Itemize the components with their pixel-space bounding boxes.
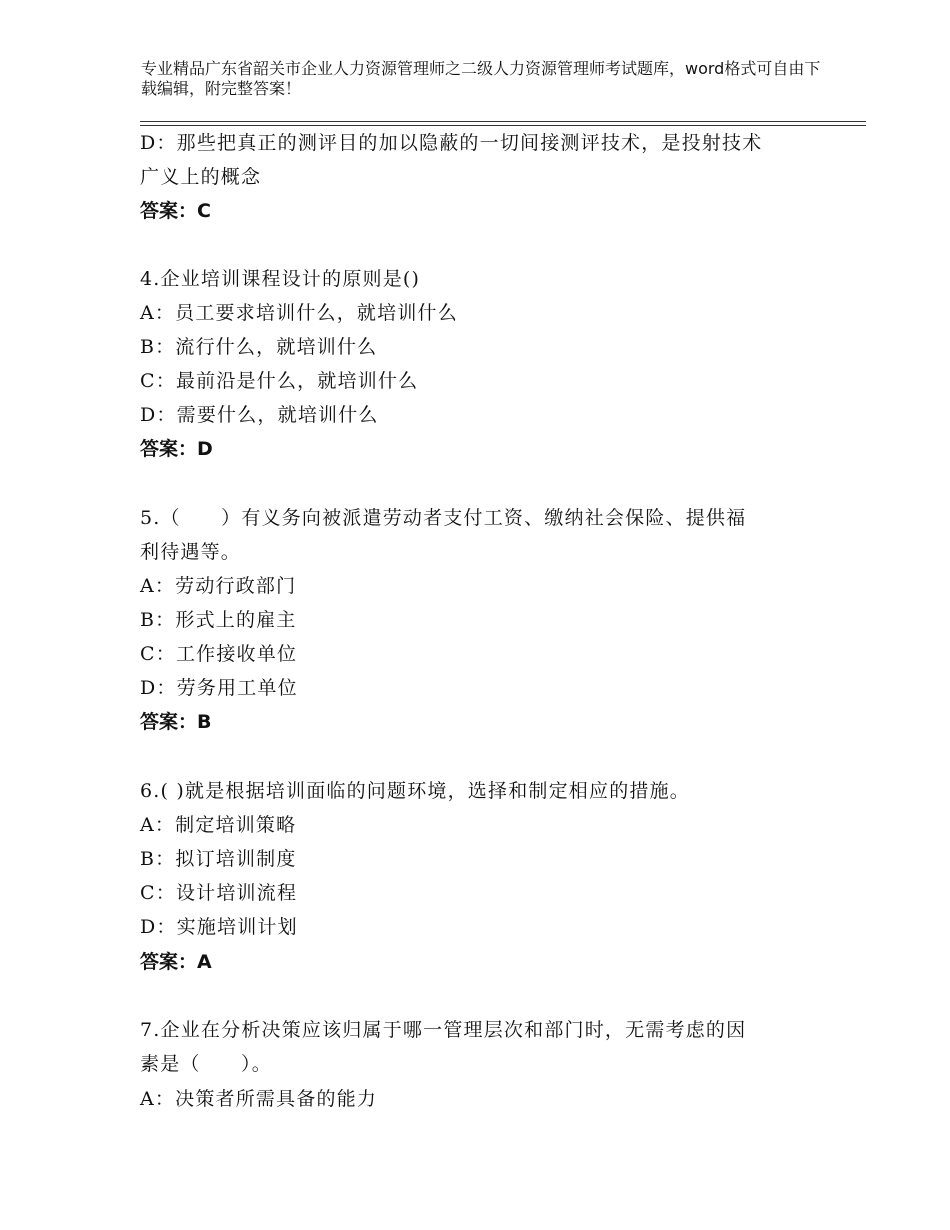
question-7-stem-line-2: 素是（ ）。	[140, 1053, 272, 1075]
question-6-answer: 答案：A	[140, 951, 212, 973]
question-5-answer: 答案：B	[140, 711, 212, 733]
question-5-option-d: D：劳务用工单位	[140, 677, 298, 699]
question-5-stem-line-1: 5.（ ）有义务向被派遣劳动者支付工资、缴纳社会保险、提供福	[140, 507, 747, 529]
question-6-option-c: C：设计培训流程	[140, 882, 298, 904]
answer-label: 答案：C	[140, 200, 211, 222]
question-4-option-c: C：最前沿是什么，就培训什么	[140, 370, 419, 392]
question-5-stem-line-2: 利待遇等。	[140, 541, 242, 563]
question-6-stem: 6.( )就是根据培训面临的问题环境，选择和制定相应的措施。	[140, 780, 690, 802]
question-4-option-d: D：需要什么，就培训什么	[140, 404, 379, 426]
question-4-stem: 4.企业培训课程设计的原则是()	[140, 268, 421, 290]
question-6-option-b: B：拟订培训制度	[140, 848, 297, 870]
header-divider-bottom	[140, 125, 866, 126]
document-header: 专业精品广东省韶关市企业人力资源管理师之二级人力资源管理师考试题库，word格式可自由下载编辑，附完整答案！	[141, 59, 821, 98]
question-7-stem-line-1: 7.企业在分析决策应该归属于哪一管理层次和部门时，无需考虑的因	[140, 1019, 747, 1041]
question-5-option-b: B：形式上的雇主	[140, 609, 297, 631]
question-4-answer: 答案：D	[140, 438, 213, 460]
question-6-option-a: A：制定培训策略	[140, 814, 297, 836]
question-7-option-a: A：决策者所需具备的能力	[140, 1088, 378, 1110]
option-d-line-2: 广义上的概念	[140, 166, 262, 188]
question-4-option-a: A：员工要求培训什么，就培训什么	[140, 302, 458, 324]
question-6-option-d: D：实施培训计划	[140, 916, 298, 938]
option-d-line-1: D：那些把真正的测评目的加以隐蔽的一切间接测评技术，是投射技术	[140, 132, 763, 154]
question-5-option-c: C：工作接收单位	[140, 643, 298, 665]
question-4-option-b: B：流行什么，就培训什么	[140, 336, 378, 358]
question-5-option-a: A：劳动行政部门	[140, 575, 297, 597]
header-divider-top	[140, 121, 866, 122]
